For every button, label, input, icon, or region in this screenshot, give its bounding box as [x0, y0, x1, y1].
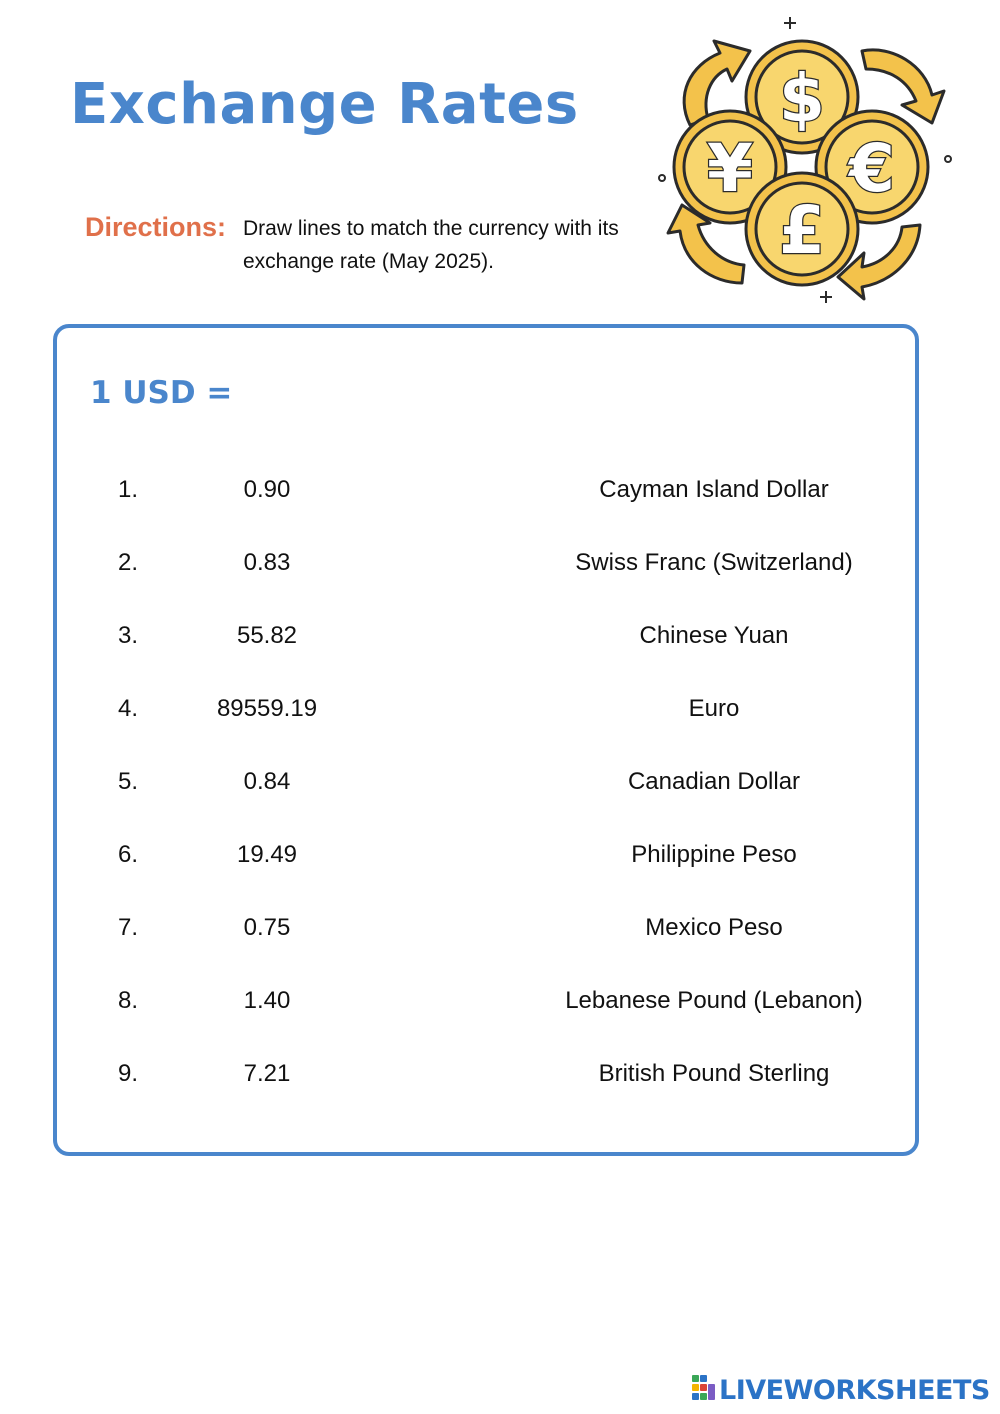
page-title: Exchange Rates	[70, 72, 579, 137]
euro-symbol: €	[849, 130, 895, 207]
currency-name[interactable]: Chinese Yuan	[639, 622, 789, 649]
list-item	[0, 966, 1000, 1039]
list-item	[0, 893, 1000, 966]
currency-name[interactable]: Lebanese Pound (Lebanon)	[565, 987, 863, 1014]
list-item	[0, 747, 1000, 820]
matching-list	[0, 455, 1000, 1112]
dollar-symbol: $	[779, 60, 825, 137]
item-number: 2.	[118, 549, 139, 576]
exchange-rate[interactable]: 0.75	[243, 914, 291, 941]
exchange-rate[interactable]: 55.82	[236, 622, 298, 649]
currency-name[interactable]: British Pound Sterling	[598, 1060, 830, 1087]
currency-coins-exchange-icon	[650, 15, 960, 310]
list-item	[0, 674, 1000, 747]
directions-label: Directions:	[85, 212, 227, 242]
item-number: 9.	[118, 1060, 139, 1087]
exchange-rate[interactable]: 1.40	[243, 987, 291, 1014]
list-item	[0, 601, 1000, 674]
currency-name[interactable]: Euro	[688, 695, 740, 722]
list-item	[0, 820, 1000, 893]
exchange-rate[interactable]: 7.21	[243, 1060, 291, 1087]
brand-name[interactable]: LIVEWORKSHEETS	[719, 1374, 990, 1406]
list-item	[0, 528, 1000, 601]
liveworksheets-logo-icon	[692, 1375, 716, 1406]
item-number: 6.	[118, 841, 139, 868]
currency-name[interactable]: Cayman Island Dollar	[599, 476, 829, 503]
yen-symbol: ¥	[707, 130, 753, 207]
item-number: 8.	[118, 987, 139, 1014]
currency-name[interactable]: Philippine Peso	[631, 841, 797, 868]
exchange-rate[interactable]: 0.83	[243, 549, 291, 576]
item-number: 1.	[118, 476, 139, 503]
exchange-rate[interactable]: 19.49	[236, 841, 298, 868]
currency-name[interactable]: Canadian Dollar	[627, 768, 801, 795]
exchange-rate[interactable]: 0.90	[243, 476, 291, 503]
directions-text: Draw lines to match the currency with its exchange rate (May 2025).	[243, 217, 619, 273]
pound-symbol: £	[779, 192, 825, 269]
item-number: 5.	[118, 768, 139, 795]
item-number: 4.	[118, 695, 139, 722]
item-number: 7.	[118, 914, 139, 941]
currency-name[interactable]: Swiss Franc (Switzerland)	[575, 549, 853, 576]
list-item	[0, 1039, 1000, 1112]
base-currency-label: 1 USD =	[90, 375, 233, 411]
item-number: 3.	[118, 622, 139, 649]
exchange-rate[interactable]: 89559.19	[216, 695, 318, 722]
exchange-rate[interactable]: 0.84	[243, 768, 291, 795]
list-item	[0, 455, 1000, 528]
currency-name[interactable]: Mexico Peso	[645, 914, 783, 941]
brand-footer	[692, 1374, 990, 1406]
